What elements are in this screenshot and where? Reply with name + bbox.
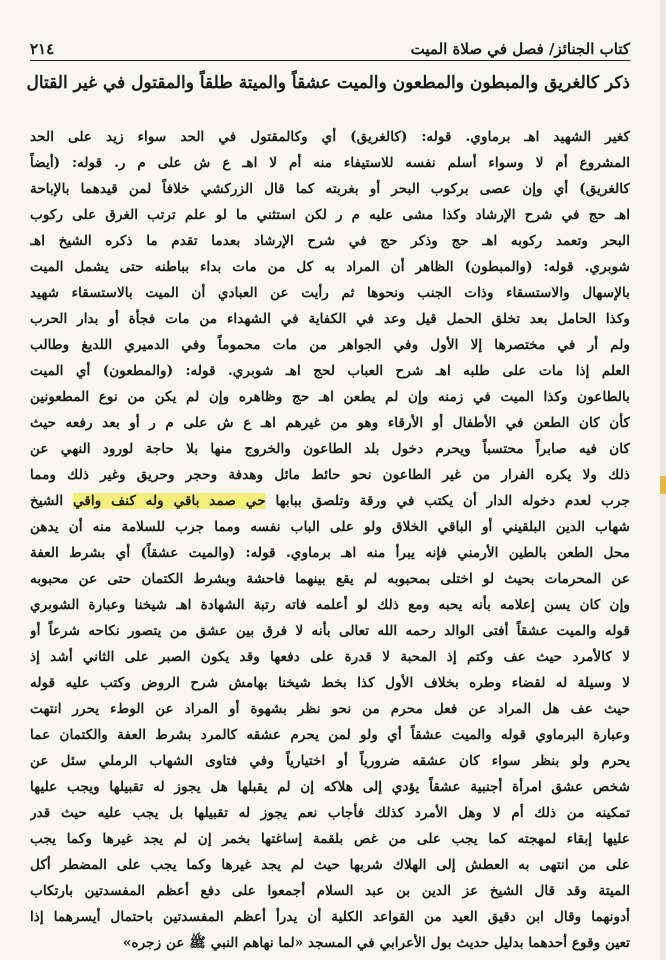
commentary-line — [30, 280, 630, 306]
commentary-line — [30, 228, 630, 254]
commentary-line-text: قوله والميت عشقاً أفتى الوالد رحمه الله تعالى بأنه لا فرق بين عشق من يتصور نكاحه شرعاً أو — [30, 623, 630, 639]
commentary-line — [30, 306, 630, 332]
commentary-line — [30, 462, 630, 488]
commentary-line-text: كغير الشهيد اهـ برماوي. قوله: (كالغريق) أي وكالمقتول في الحد سواء زيد على الحد — [30, 129, 630, 145]
header-divider — [30, 60, 630, 61]
commentary-line — [30, 410, 630, 436]
commentary-line — [30, 592, 630, 618]
commentary-line — [30, 254, 630, 280]
commentary-line — [30, 878, 630, 904]
commentary-line — [30, 436, 630, 462]
commentary-line — [30, 566, 630, 592]
commentary-line — [30, 722, 630, 748]
commentary-line — [30, 852, 630, 878]
commentary-line — [30, 748, 630, 774]
commentary-line — [30, 150, 630, 176]
commentary-line-text: يحرم ولو بنظر سواء كان عشقه ضرورياً أو اختيارياً وفي فتاوى الشهاب الرملي سئل عن — [30, 753, 630, 769]
commentary-line-text: حيث عف هل المراد عن فعل محرم من نحو نظر بشهوة أو المراد عن الوطء يحرر انتهت — [30, 701, 630, 717]
commentary-line — [30, 826, 630, 852]
commentary-line — [30, 358, 630, 384]
commentary-line — [30, 202, 630, 228]
highlighted-phrase: حي صمد باقي وله كنف واقي — [72, 493, 266, 509]
commentary-line-text: شهاب الدين البلقيني أو الباقي الخلاق ولو على الباب نفسه ومما جرب للسلامة منه أن يدهن — [30, 519, 630, 535]
commentary-line — [30, 488, 630, 514]
commentary-line — [30, 384, 630, 410]
commentary-line-text: أدونهما وقال ابن دقيق العيد من القواعد الكلية أن يدرأ أعظم المفسدتين باحتمال أيسرهما إذا — [30, 909, 630, 925]
commentary-line — [30, 774, 630, 800]
commentary-line-tail: الشيخ — [30, 493, 64, 509]
commentary-line-text: البحر وتعمد ركوبه اهـ حج وذكر حج في شرح الإرشاد بعدما تقدم ما ذكره الشيخ اهـ — [30, 233, 630, 249]
running-title: كتاب الجنائز/ فصل في صلاة الميت — [410, 40, 630, 58]
commentary-line-text: جرب لعدم دخوله الدار أن يكتب في ورقة وتلصق ببابها — [275, 493, 630, 509]
commentary-line-text: لا كالأمرد حيث عف وكتم إذ المحبة لا قدرة على دفعها وقد يكون الصبر على الثاني أشد إذ — [30, 649, 630, 665]
margin-marker — [660, 476, 666, 494]
commentary-line-text: عليها إبقاء لمهجته كما يجب على من غص بلقمة إساغتها بخمر إن لم يجد غيرها وكما يجب — [30, 831, 630, 847]
commentary-line-text: كأن كان الطعن في الأطفال أو الأرقاء وهو من غيرهم اهـ ع ش على م ر أو بعد رفعه حيث — [30, 415, 630, 431]
page-number: ٢١٤ — [30, 40, 55, 58]
commentary-line-text: ذلك ولا يكره الفرار من غير الطاعون نحو حائط مائل وهدفة وحجر وحريق وغير ذلك ومما — [30, 467, 630, 483]
commentary-line — [30, 176, 630, 202]
commentary-line-text: محل الطعن بالطين الأرمني فإنه يبرأ منه اهـ برماوي. قوله: (والميت عشقاً) أي بشرط العفة — [30, 545, 630, 561]
commentary-line — [30, 904, 630, 930]
commentary-line-text: كان فيه صابراً محتسباً ويحرم دخول بلد الطاعون والخروج منها بلا حاجة لورود النهي عن — [30, 441, 630, 457]
commentary-line-text: الميتة وقد قال الشيخ عز الدين بن عبد السلام أجمعوا على دفع أعظم المفسدتين بارتكاب — [30, 883, 630, 899]
commentary-line — [30, 540, 630, 566]
commentary-line — [30, 514, 630, 540]
commentary-line-text: العلم إذا مات على طلبه اهـ شرح العباب لحج اهـ شوبري. قوله: (والمطعون) أي الميت — [30, 363, 630, 379]
commentary-line — [30, 618, 630, 644]
commentary-line-text: عن المحرمات بحيث لو اختلى بمحبوبه لم يقع بينهما فاحشة وبشرط الكتمان حتى عن محبوبه — [30, 571, 630, 587]
commentary-text — [30, 124, 630, 956]
commentary-line-text: شخص عشق امرأة أجنبية عشقاً يؤدي إلى هلاكه إن لم يقبلها هل يجوز له تقبيلها ويجب عليها — [30, 779, 630, 795]
commentary-line-text: ولم أر في مختصرها إلا الأول وفي الجواهر من مات محموماً وفي الدميري اللديغ وطالب — [30, 337, 630, 353]
commentary-line-text: وعبارة البرماوي قوله والميت عشقاً أي ولو لمن يحرم عشقه كالمرد بشرط العفة والكتمان عما — [30, 727, 630, 743]
main-text: ذكر كالغريق والمبطون والمطعون والميت عشقاً والميتة طلقاً والمقتول في غير القتال — [26, 73, 630, 93]
commentary-line-text: اهـ حج في شرح الإرشاد وكذا مشى عليه م ر لكن استثني ما لو علم ترتب الغرق على ركوب — [30, 207, 630, 223]
commentary-line — [30, 644, 630, 670]
commentary-line-text: بالطاعون وكذا الميت في زمنه وإن لم يطعن اهـ حج وظاهره وإن لم يكن من نوع المطعونين — [30, 389, 630, 405]
commentary-line-text: المشروع أم لا وسواء أسلم نفسه للاستيفاء منه أم لا اهـ ع ش على م ر. قوله: (أيضاً — [30, 155, 630, 171]
commentary-line-text: وكذا الحامل بعد تخلق الحمل قيل وعد في الكفاية في الشهداء من مات فجأة أو بدار الحرب — [30, 311, 630, 327]
commentary-line-text: على من انتهى به العطش إلى الهلاك شربها حيث لم يجد غيرها وكما يجب على المضطر أكل — [30, 857, 630, 873]
commentary-line — [30, 696, 630, 722]
commentary-line-text: شوبري. قوله: (والمبطون) الظاهر أن المراد به كل من مات بداء بباطنه حتى يشمل الميت — [30, 259, 630, 275]
commentary-line — [30, 332, 630, 358]
commentary-line-text: وإن كان يسن إعلامه بأنه يحبه ومع ذلك لو أعلمه فاته رتبة الشهادة اهـ شيخنا وعبارة الشوبري — [30, 597, 630, 613]
running-header — [30, 30, 630, 58]
commentary-line-text: لا وسيلة له لقضاء وطره بخلاف الأول كذا بخط شيخنا بهامش شرح الروض وكتب عليه قوله — [30, 675, 630, 691]
commentary-line — [30, 800, 630, 826]
commentary-line — [30, 124, 630, 150]
commentary-line-text: كالغريق) أي وإن عصى بركوب البحر أو بغربته كما قال الزركشي خلافاً لمن قيدهما بالإباحة — [30, 181, 630, 197]
commentary-line-text: بالإسهال والاستسقاء وذات الجنب ونحوها ثم رأيت عن العبادي أن الميت بالاستسقاء شهيد — [30, 285, 630, 301]
commentary-line-text: تمكينه من ذلك أم لا وهل الأمرد كذلك فأجاب نعم يجوز له تقبيلها بل يجب عليه حيث قدر — [30, 805, 630, 821]
commentary-line — [30, 670, 630, 696]
commentary-line-text: تعين وقوع أحدهما بدليل حديث بول الأعرابي في المسجد «لما نهاهم النبي ﷺ عن زجره» — [122, 935, 630, 951]
commentary-line — [30, 930, 630, 956]
